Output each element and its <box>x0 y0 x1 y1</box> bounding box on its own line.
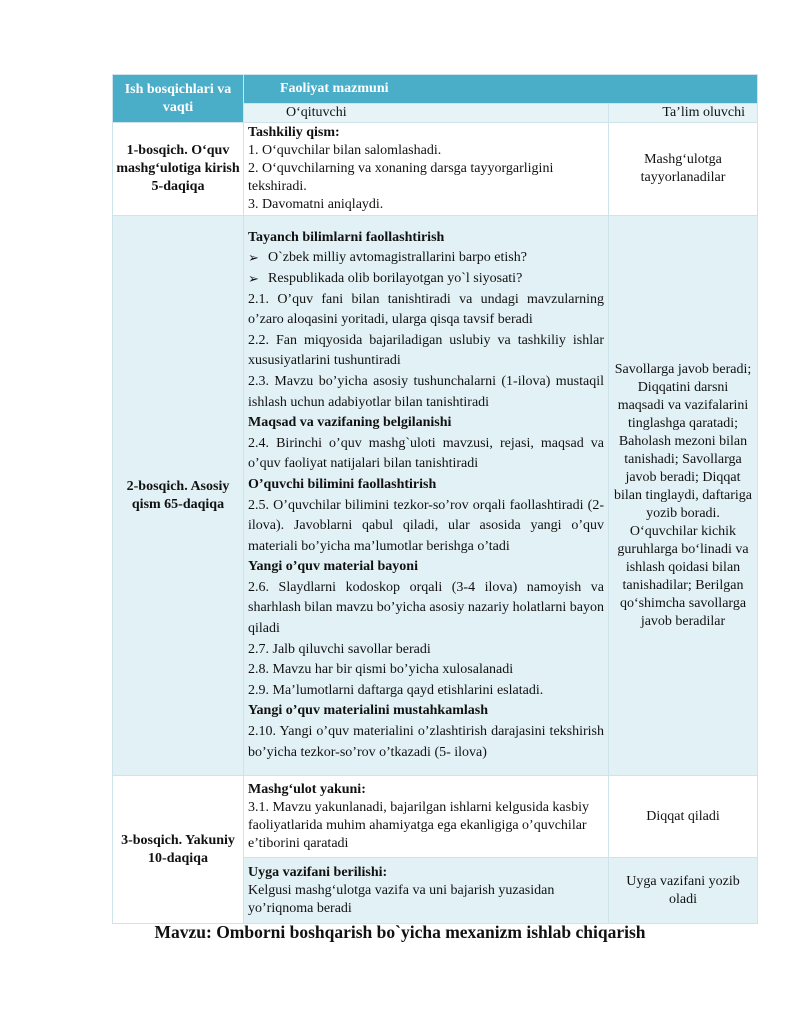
stage-2-bullet-1: ➢ O`zbek milliy avtomagistrallarini barpo etish? <box>248 248 604 269</box>
stage-2-item-2-7: 2.7. Jalb qiluvchi savollar beradi <box>248 641 431 657</box>
stage-3-teacher-2 <box>244 858 609 924</box>
stage-3-teacher-1 <box>244 776 609 858</box>
stage-2-item-2-1: 2.1. O’quv fani bilan tanishtiradi va undagi mavzularning o’zaro aloqasini yoritadi, ularga qisqa tavsif beradi <box>248 291 604 328</box>
header-activity: Faoliyat mazmuni <box>244 75 758 104</box>
stage-3-label: 3-bosqich. Yakuniy 10-daqiqa <box>113 776 244 924</box>
arrow-bullet-icon: ➢ <box>248 250 259 266</box>
stage-2-item-2-5: 2.5. O’quvchilar bilimini tezkor-so’rov orqali faollashtiradi (2- ilova). Javoblarni qabul qiladi, ular asosida yangi o’quv materiali bo’yicha ma’lumotlar berishga o’tadi <box>248 497 604 554</box>
stage-1-heading: Tashkiliy qism: <box>248 125 340 140</box>
stage-1-item-1: 1. O‘quvchilar bilan salomlashadi. <box>248 143 442 158</box>
stage-2-item-2-10: 2.10. Yangi o’quv materialini o’zlashtirish darajasini tekshirish bo’yicha tezkor-so’rov o’tkazadi (5- ilova) <box>248 724 604 760</box>
stage-2-item-2-6: 2.6. Slaydlarni kodoskop orqali (3-4 ilova) namoyish va sharhlash bilan mavzu bo’yicha asosiy nazariy holatlarni bayon qiladi <box>248 579 604 637</box>
stage-2-heading-2: Maqsad va vazifaning belgilanishi <box>248 415 452 431</box>
header-student: Ta’lim oluvchi <box>609 104 758 123</box>
header-stage: Ish bosqichlari va vaqti <box>113 75 244 123</box>
stage-3-heading-2: Uyga vazifani berilishi: <box>248 864 388 880</box>
stage-3-item-1: 3.1. Mavzu yakunlanadi, bajarilgan ishlarni kelgusida kasbiy faoliyatlarida muhim ahamiyatga ega ekanligiga o’quvchilar e’tiborini qaratadi <box>248 799 589 851</box>
header-teacher: O‘qituvchi <box>244 104 609 123</box>
stage-2-label: 2-bosqich. Asosiy qism 65-daqiqa <box>113 216 244 776</box>
page-title: Mavzu: Omborni boshqarish bo`yicha mexanizm ishlab chiqarish <box>154 922 646 942</box>
arrow-bullet-icon: ➢ <box>248 270 259 286</box>
stage-3-student-2: Uyga vazifani yozib oladi <box>609 858 758 924</box>
stage-3-item-2: Kelgusi mashg‘ulotga vazifa va uni bajarish yuzasidan yo’riqnoma beradi <box>248 882 555 916</box>
stage-2-item-2-8: 2.8. Mavzu har bir qismi bo’yicha xulosalanadi <box>248 662 514 678</box>
stage-3-student-1: Diqqat qiladi <box>609 776 758 858</box>
stage-2-heading-5: Yangi o’quv materialini mustahkamlash <box>248 703 488 719</box>
stage-2-item-2-3: 2.3. Mavzu bo’yicha asosiy tushunchalarni (1-ilova) mustaqil ishlash uchun adabiyotlar bilan tanishtiradi <box>248 373 604 410</box>
lesson-plan-table <box>112 74 758 924</box>
stage-2-heading-1: Tayanch bilimlarni faollashtirish <box>248 229 445 245</box>
stage-2-bullet-2: ➢ Respublikada olib borilayotgan yo`l siyosati? <box>248 269 604 290</box>
stage-1-item-3: 3. Davomatni aniqlaydi. <box>248 197 384 212</box>
stage-2-student: Savollarga javob beradi; Diqqatini darsni maqsadi va vazifalarini tinglashga qaratadi; Baholash mezoni bilan tanishadi; Savollarga javob beradi; Diqqat bilan tinglaydi, daftariga yozib boradi. O‘quvchilar kichik guruhlarga bo‘linadi va ishlash qoidasi bilan tanishadilar; Berilgan qo‘shimcha savollarga javob beradilar <box>609 216 758 776</box>
stage-2-item-2-4: 2.4. Birinchi o’quv mashg`uloti mavzusi, rejasi, maqsad va o’quv faoliyat natijalari bilan tanishtiradi <box>248 435 604 472</box>
stage-2-item-2-2: 2.2. Fan miqyosida bajariladigan uslubiy va tashkiliy ishlar xususiyatlarini tushuntiradi <box>248 332 604 369</box>
stage-2-item-2-9: 2.9. Ma’lumotlarni daftarga qayd etishlarini eslatadi. <box>248 682 544 698</box>
stage-1-item-2: 2. O‘quvchilarning va xonaning darsga tayyorgarligini tekshiradi. <box>248 161 554 194</box>
stage-2-heading-4: Yangi o’quv material bayoni <box>248 559 418 575</box>
stage-1-teacher <box>244 123 609 216</box>
stage-2-heading-3: O’quvchi bilimini faollashtirish <box>248 476 437 492</box>
stage-2-teacher <box>244 216 609 776</box>
stage-1-label: 1-bosqich. O‘quv mashg‘ulotiga kirish 5-daqiqa <box>113 123 244 216</box>
stage-3-heading-1: Mashg‘ulot yakuni: <box>248 781 366 797</box>
stage-1-student: Mashg‘ulotga tayyorlanadilar <box>609 123 758 216</box>
lesson-plan <box>112 74 757 924</box>
